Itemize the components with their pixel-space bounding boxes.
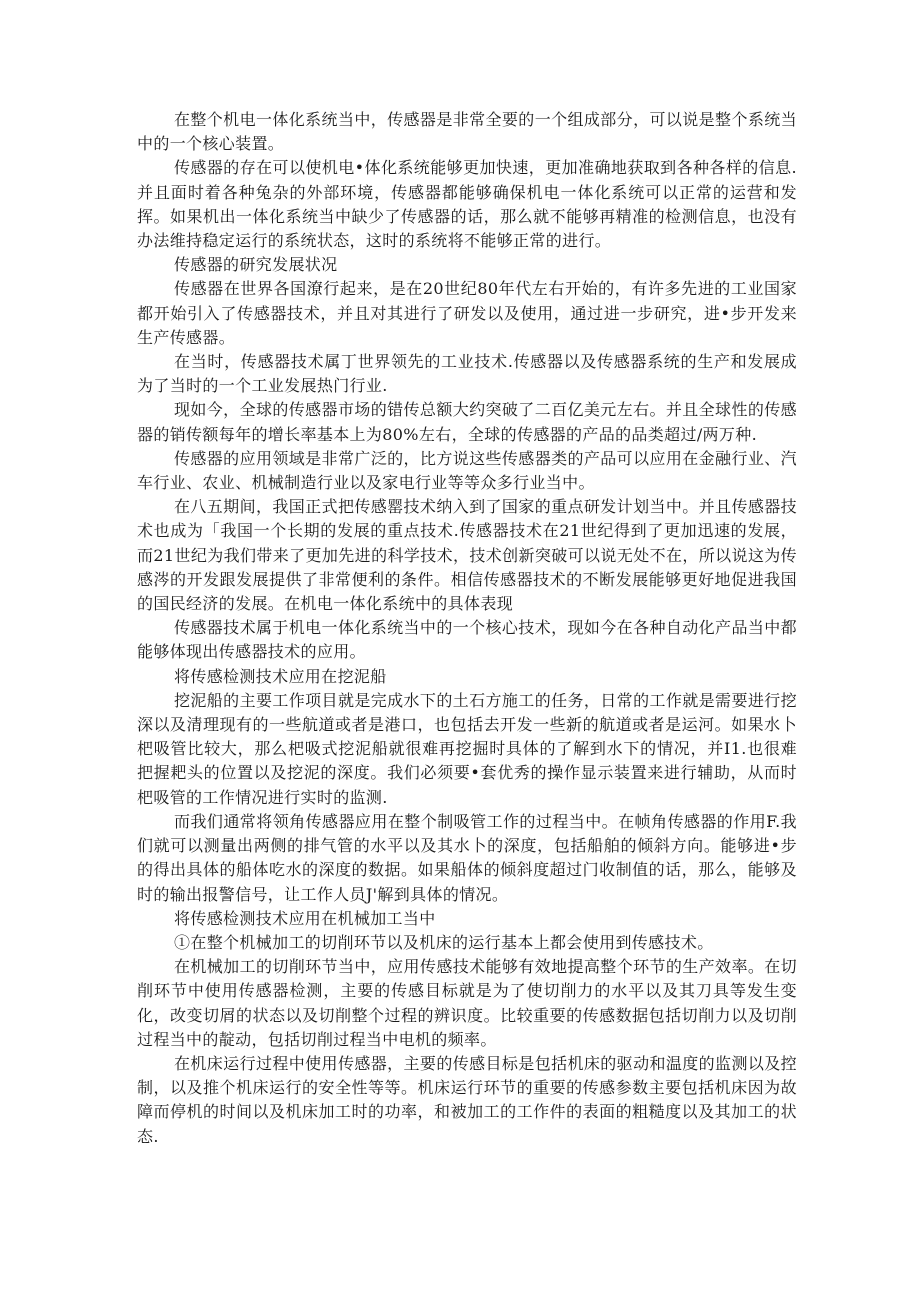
document-body (137, 108, 797, 1149)
paragraph: 在当时，传感器技术属丁世界领先的工业技术.传感器以及传感器系统的生产和发展成为了当时的一个工业发展热门行业. (137, 352, 797, 396)
paragraph: 传感器技术属于机电一体化系统当中的一个核心技术，现如今在各种自动化产品当中都能够体现出传感器技术的应用。 (137, 618, 797, 662)
section-heading: 将传感检测技术应用在机械加工当中 (174, 908, 436, 928)
section-heading: 将传感检测技术应用在挖泥船 (174, 666, 387, 686)
paragraph: 挖泥船的主要工作项目就是完成水下的土石方施工的任务，日常的工作就是需要进行挖深以及清理现有的一些航道或者是港口，也包括去开发一些新的航道或者是运河。如果水卜杷吸管比较大，那么杷吸式挖泥船就很难再挖掘时具体的了解到水下的情况，并I1.也很难把握耙头的位置以及挖泥的深度。我们必须要•套优秀的操作显示装置来进行辅助，从而时杷吸管的工作情况进行实时的监测. (137, 690, 797, 807)
paragraph: 在八五期间，我国正式把传感罂技术纳入到了国家的重点研发计划当中。并且传感器技术也成为「我国一个长期的发展的重点技术.传感器技术在21世纪得到了更加迅速的发展，而21世纪为我们带来了更加先进的科学技术，技术创新突破可以说无处不在，所以说这为传感涔的开发跟发展提供了非常便利的条件。相信传感器技术的不断发展能够更好地促进我国的国民经济的发展。在机电一体化系统中的具体表现 (137, 497, 797, 614)
paragraph: ①在整个机械加工的切削环节以及机床的运行基本上都会使用到传感技术。 (174, 932, 714, 952)
paragraph: 现如今，全球的传感器市场的错传总额大约突破了二百亿美元左右。并且全球性的传感器的销传额每年的增长率基本上为80%左右，全球的传感器的产品的品类超过/两万种. (137, 400, 797, 444)
paragraph: 传感器的存在可以使机电•体化系统能够更加快速，更加准确地获取到各种各样的信息.并且面时着各种兔杂的外部环境，传感器都能够确保机电一体化系统可以正常的运营和发挥。如果机出一体化系统当中缺少了传感器的话，那么就不能够再精准的检测信息，也没有办法维持稳定运行的系统状态，这时的系统将不能够正常的进行。 (137, 158, 797, 251)
paragraph: 而我们通常将领角传感器应用在整个制吸管工作的过程当中。在帧角传感器的作用F.我们就可以测量出两侧的排气管的水平以及其水卜的深度，包括船舶的倾斜方向。能够进•步的得出具体的船体吃水的深度的数据。如果船体的倾斜度超过门收制值的话，那么，能够及时的输出报警信号，让工作人员J'解到具体的情况。 (137, 811, 797, 904)
paragraph: 在机械加工的切削环节当中，应用传感技术能够有效地提高整个环节的生产效率。在切削环节中使用传感器检测，主要的传感目标就是为了使切削力的水平以及其刀具等发生变化，改变切屑的状态以及切削整个过程的辨识度。比较重要的传感数据包括切削力以及切削过程当中的靛动，包括切削过程当中电机的频率。 (137, 957, 797, 1049)
paragraph: 传感器在世界各国潦行起来，是在20世纪80年代左右开始的，有许多先进的工业国家都开始引入了传感器技术，并且对其进行了研发以及使用，通过进一步研究，进•步开发来生产传感器。 (137, 279, 797, 347)
paragraph: 传感器的应用领域是非常广泛的，比方说这些传感器类的产品可以应用在金融行业、汽车行业、农业、机械制造行业以及家电行业等等众多行业当中。 (137, 448, 797, 493)
paragraph: 在整个机电一体化系统当中，传感器是非常全要的一个组成部分，可以说是整个系统当中的一个核心装置。 (137, 110, 797, 154)
paragraph: 在机床运行过程中使用传感器，主要的传感目标是包括机床的驱动和温度的监测以及控制，以及推个机床运行的安全性等等。机床运行环节的重要的传感参数主要包括机床因为故障而停机的时间以及机床加工时的功率，和被加工的工作件的表面的粗糙度以及其加工的状态. (137, 1053, 797, 1146)
section-heading: 传感器的研究发展状况 (174, 255, 338, 275)
